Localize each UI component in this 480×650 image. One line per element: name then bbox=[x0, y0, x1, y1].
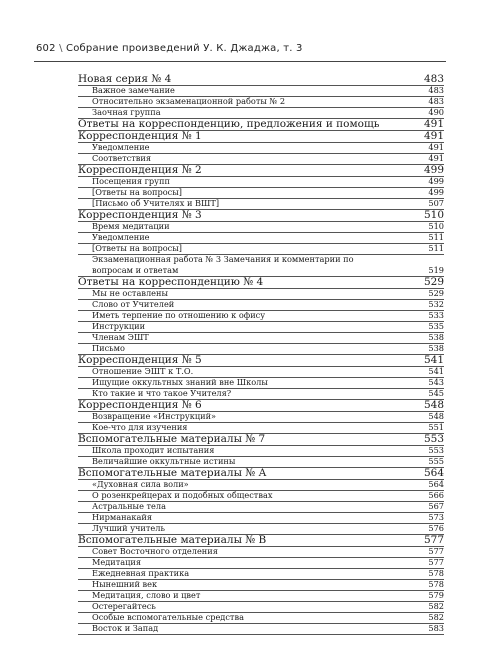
toc-entry-title: Членам ЭШТ bbox=[92, 332, 149, 342]
toc-entry-title: Вспомогательные материалы № В bbox=[78, 534, 267, 546]
toc-entry-title: Восток и Запад bbox=[92, 623, 159, 633]
toc-entry-title: Кто такие и что такое Учителя? bbox=[92, 388, 232, 398]
toc-entry-page: 576 bbox=[428, 523, 444, 533]
toc-entry-title: [Ответы на вопросы] bbox=[92, 243, 182, 253]
toc-entry-page: 553 bbox=[428, 445, 444, 455]
toc-entry-title: [Ответы на вопросы] bbox=[92, 187, 182, 197]
toc-entry-title: Вспомогательные материалы № А bbox=[78, 467, 267, 479]
toc-entry-page: 499 bbox=[423, 164, 444, 176]
toc-entry-title: Время медитации bbox=[92, 221, 170, 231]
toc-subsection-entry[interactable] bbox=[78, 255, 444, 277]
toc-entry-page: 548 bbox=[428, 411, 444, 421]
toc-entry-title: Астральные тела bbox=[92, 501, 166, 511]
toc-entry-title: Уведомление bbox=[92, 142, 150, 152]
toc-entry-title: Лучший учитель bbox=[92, 523, 165, 533]
toc-entry-title: Новая серия № 4 bbox=[78, 73, 172, 85]
toc-entry-page: 491 bbox=[423, 118, 444, 130]
toc-entry-page: 551 bbox=[428, 422, 444, 432]
toc-entry-page: 538 bbox=[428, 343, 444, 353]
toc-entry-title: Экзаменационная работа № 3 Замечания и комментарии по вопросам и ответам bbox=[92, 254, 354, 275]
toc-entry-page: 543 bbox=[428, 377, 444, 387]
toc-entry-page: 533 bbox=[428, 310, 444, 320]
toc-entry-page: 564 bbox=[423, 467, 444, 479]
toc-entry-page: 577 bbox=[423, 534, 444, 546]
toc-entry-page: 511 bbox=[428, 243, 444, 253]
table-of-contents bbox=[78, 74, 444, 635]
toc-entry-title: Особые вспомогательные средства bbox=[92, 612, 244, 622]
page-number: 602 bbox=[36, 43, 56, 54]
header-rule bbox=[34, 61, 446, 62]
toc-entry-title: О розенкрейцерах и подобных обществах bbox=[92, 490, 273, 500]
toc-entry-title: Школа проходит испытания bbox=[92, 445, 215, 455]
toc-entry-title: Уведомление bbox=[92, 232, 150, 242]
toc-entry-title: Величайшие оккультные истины bbox=[92, 456, 236, 466]
toc-entry-page: 578 bbox=[428, 568, 444, 578]
toc-entry-title: Важное замечание bbox=[92, 85, 175, 95]
running-header bbox=[36, 43, 303, 54]
toc-entry-title: Нирманакайя bbox=[92, 512, 153, 522]
toc-entry-page: 499 bbox=[428, 187, 444, 197]
toc-entry-page: 567 bbox=[428, 501, 444, 511]
toc-entry-title: Письмо bbox=[92, 343, 125, 353]
toc-entry-title: Медитация bbox=[92, 557, 142, 567]
toc-entry-title: Инструкции bbox=[92, 321, 146, 331]
toc-entry-title: Возвращение «Инструкций» bbox=[92, 411, 217, 421]
toc-entry-page: 538 bbox=[428, 332, 444, 342]
toc-entry-title: Медитация, слово и цвет bbox=[92, 590, 201, 600]
toc-entry-title: Иметь терпение по отношению к офису bbox=[92, 310, 266, 320]
toc-entry-title: Заочная группа bbox=[92, 107, 161, 117]
toc-entry-title: Совет Восточного отделения bbox=[92, 546, 218, 556]
toc-entry-page: 577 bbox=[428, 557, 444, 567]
toc-entry-title: Мы не оставлены bbox=[92, 288, 168, 298]
toc-entry-title: Остерегайтесь bbox=[92, 601, 156, 611]
toc-entry-page: 582 bbox=[428, 601, 444, 611]
toc-entry-page: 519 bbox=[428, 265, 444, 275]
toc-entry-title: Ищущие оккультных знаний вне Школы bbox=[92, 377, 268, 387]
toc-entry-title: Ответы на корреспонденцию, предложения и помощь bbox=[78, 118, 380, 130]
book-title: Собрание произведений У. К. Джаджа, т. 3 bbox=[66, 43, 303, 54]
toc-entry-title: Кое-что для изучения bbox=[92, 422, 188, 432]
toc-entry-page: 582 bbox=[428, 612, 444, 622]
toc-entry-title: Отношение ЭШТ к Т.О. bbox=[92, 366, 194, 376]
toc-entry-title: Слово от Учителей bbox=[92, 299, 175, 309]
toc-entry-title: Нынешний век bbox=[92, 579, 158, 589]
header-separator: \ bbox=[59, 43, 63, 54]
toc-entry-title: Соответствия bbox=[92, 153, 151, 163]
toc-entry-title: Ежедневная практика bbox=[92, 568, 190, 578]
toc-entry-page: 577 bbox=[428, 546, 444, 556]
toc-entry-page: 541 bbox=[428, 366, 444, 376]
toc-entry-page: 491 bbox=[428, 142, 444, 152]
toc-entry-page: 529 bbox=[428, 288, 444, 298]
toc-entry-page: 529 bbox=[423, 276, 444, 288]
toc-entry-title: Корреспонденция № 5 bbox=[78, 354, 202, 366]
toc-entry-page: 545 bbox=[428, 388, 444, 398]
toc-entry-page: 579 bbox=[428, 590, 444, 600]
toc-entry-page: 578 bbox=[428, 579, 444, 589]
toc-entry-title: Корреспонденция № 3 bbox=[78, 209, 202, 221]
toc-entry-title: Вспомогательные материалы № 7 bbox=[78, 433, 266, 445]
toc-entry-page: 573 bbox=[428, 512, 444, 522]
toc-entry-title: Корреспонденция № 1 bbox=[78, 130, 202, 142]
toc-entry-page: 553 bbox=[423, 433, 444, 445]
toc-entry-title: Посещения групп bbox=[92, 176, 170, 186]
toc-entry-page: 583 bbox=[428, 623, 444, 633]
toc-entry-title: Корреспонденция № 2 bbox=[78, 164, 202, 176]
toc-entry-page: 491 bbox=[423, 130, 444, 142]
toc-entry-title: Относительно экзаменационной работы № 2 bbox=[92, 96, 286, 106]
toc-entry-page: 564 bbox=[428, 479, 444, 489]
toc-entry-title: [Письмо об Учителях и ВШТ] bbox=[92, 198, 220, 208]
toc-entry-page: 555 bbox=[428, 456, 444, 466]
toc-entry-page: 507 bbox=[428, 198, 444, 208]
toc-entry-page: 510 bbox=[423, 209, 444, 221]
toc-subsection-entry[interactable] bbox=[78, 624, 444, 635]
toc-entry-page: 483 bbox=[428, 96, 444, 106]
toc-entry-page: 566 bbox=[428, 490, 444, 500]
toc-entry-title: «Духовная сила воли» bbox=[92, 479, 189, 489]
toc-entry-title: Ответы на корреспонденцию № 4 bbox=[78, 276, 264, 288]
toc-entry-page: 541 bbox=[423, 354, 444, 366]
toc-entry-page: 532 bbox=[428, 299, 444, 309]
toc-entry-page: 483 bbox=[428, 85, 444, 95]
toc-entry-page: 510 bbox=[428, 221, 444, 231]
toc-entry-page: 511 bbox=[428, 232, 444, 242]
toc-entry-page: 491 bbox=[428, 153, 444, 163]
toc-entry-page: 499 bbox=[428, 176, 444, 186]
toc-entry-page: 483 bbox=[423, 73, 444, 85]
toc-entry-title: Корреспонденция № 6 bbox=[78, 399, 202, 411]
toc-entry-page: 535 bbox=[428, 321, 444, 331]
toc-entry-page: 548 bbox=[423, 399, 444, 411]
toc-entry-page: 490 bbox=[428, 107, 444, 117]
